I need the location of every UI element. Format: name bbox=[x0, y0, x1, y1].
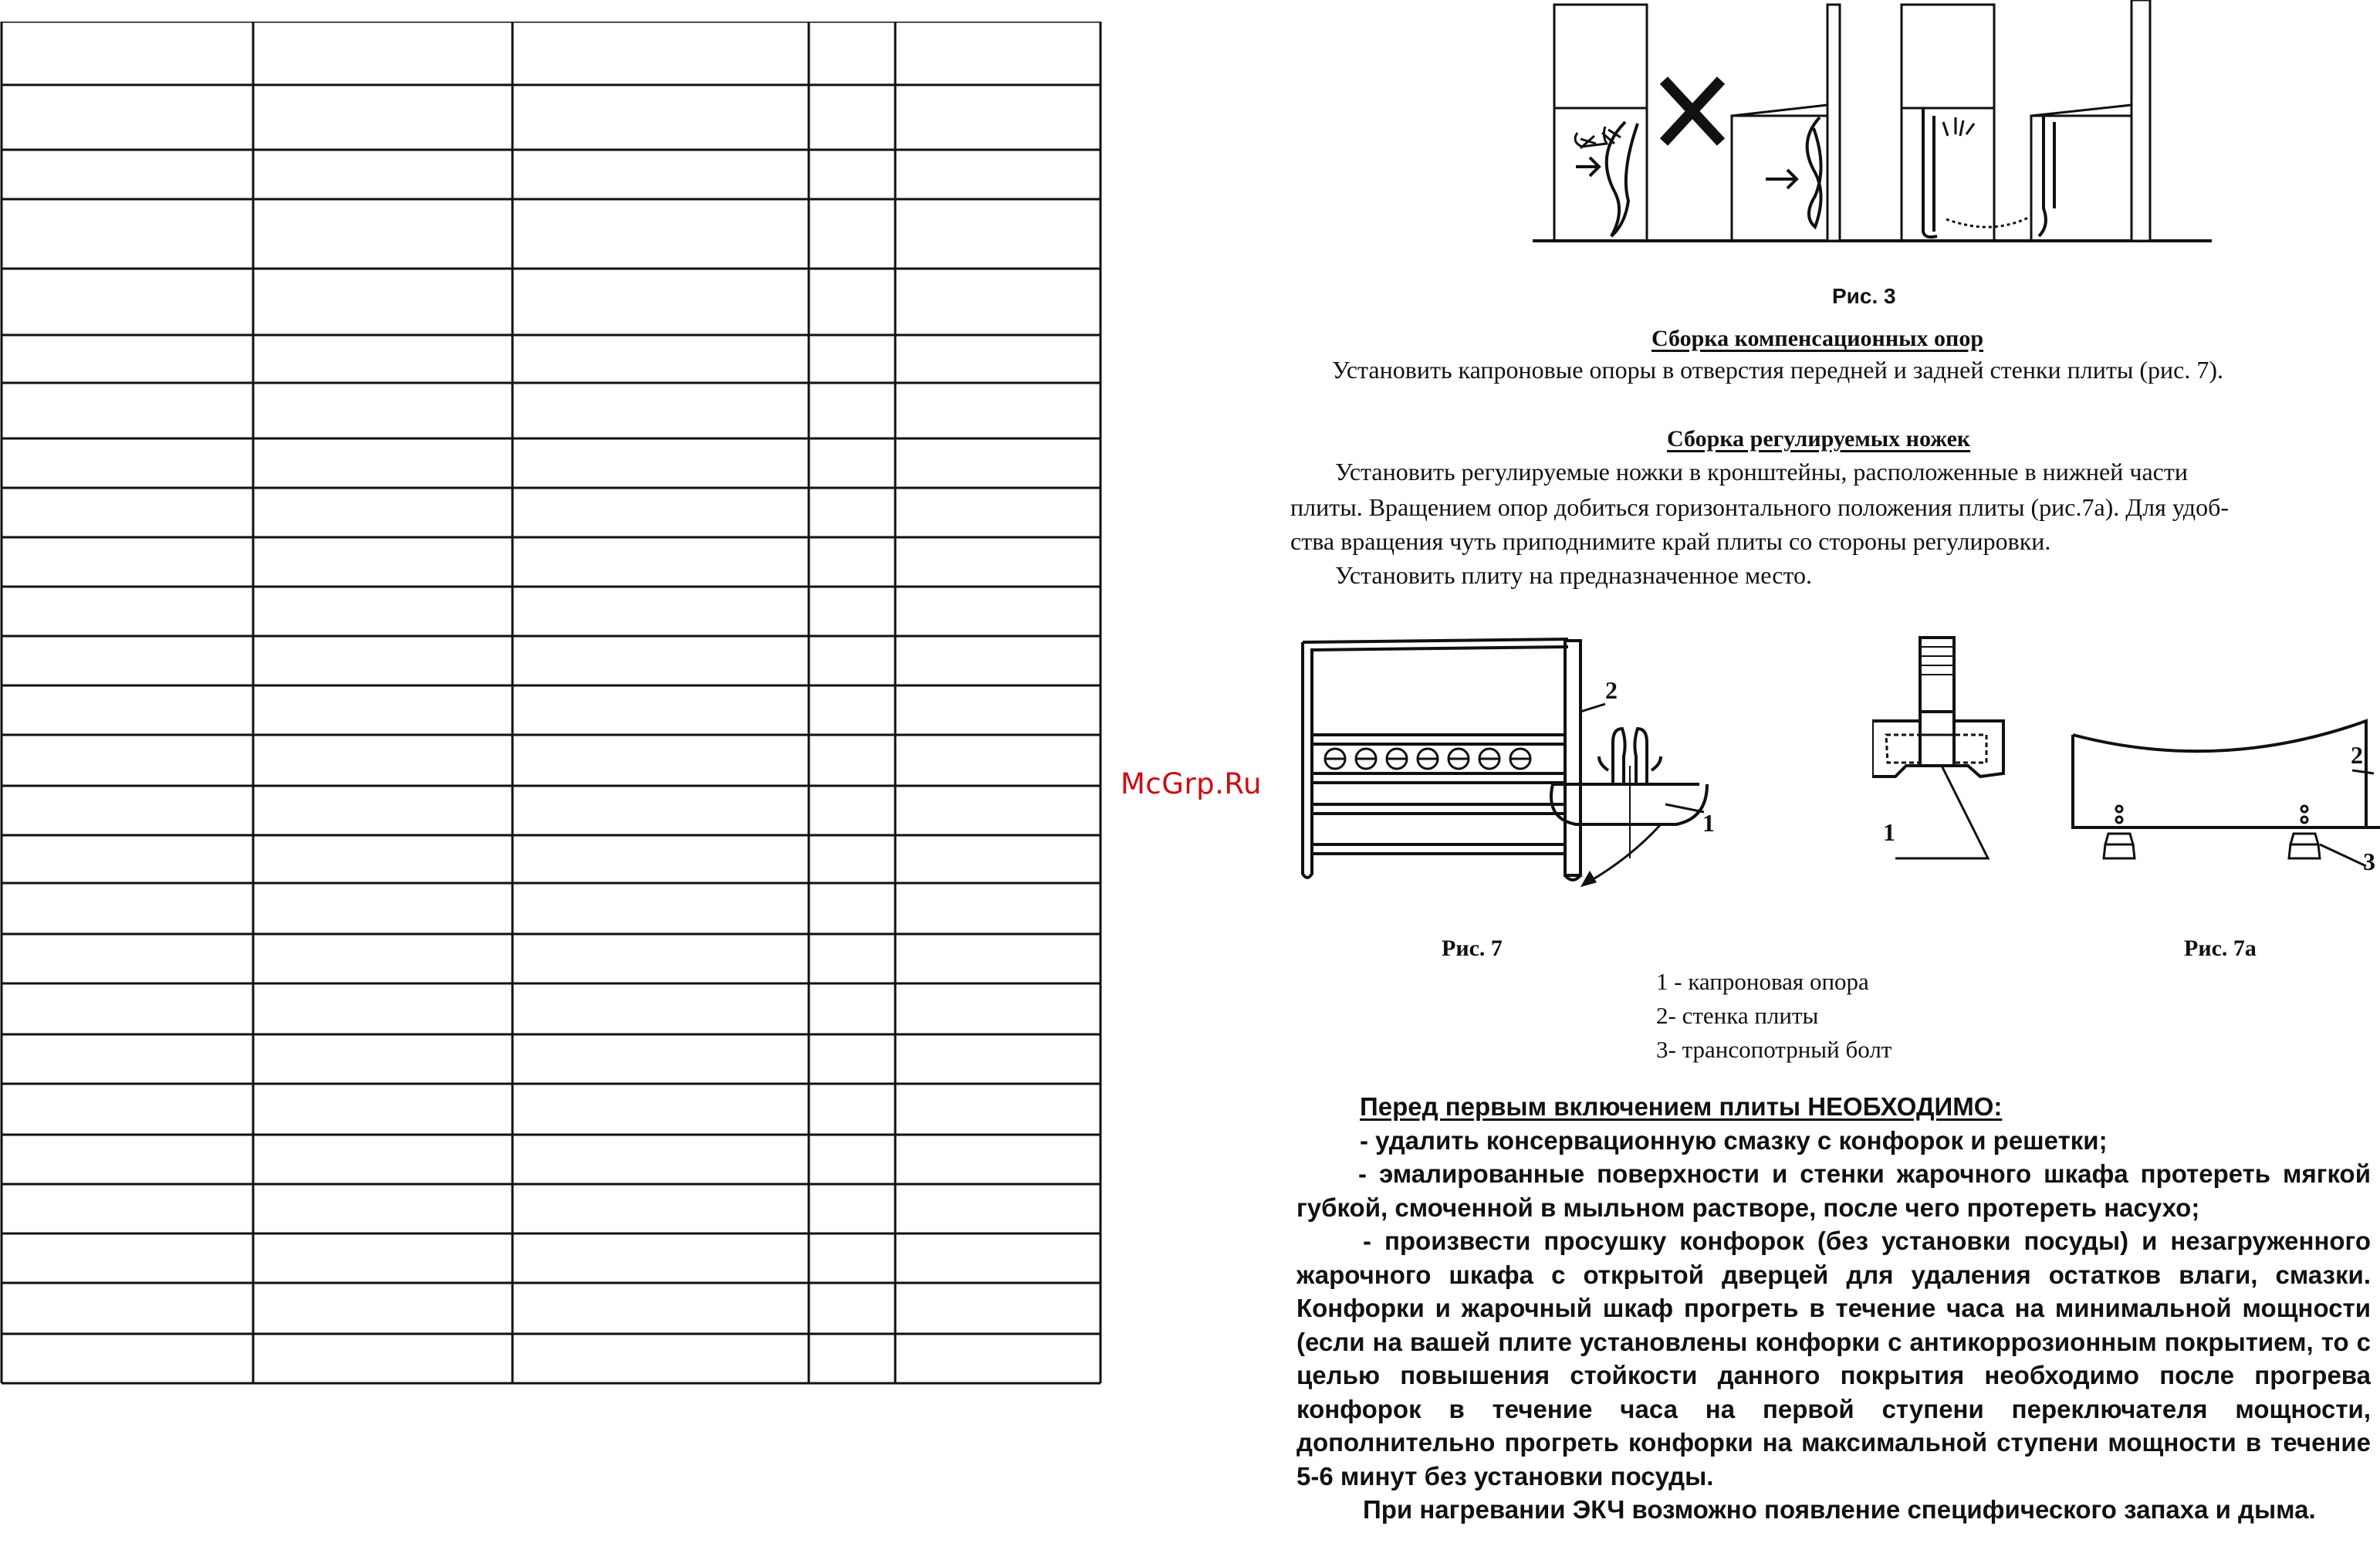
first-use-item-1: - удалить консервационную смазку с конфорок и решетки; bbox=[1360, 1125, 2108, 1155]
legs-line-2: плиты. Вращением опор добиться горизонтального положения плиты (рис.7а). Для удоб- bbox=[1290, 493, 2230, 521]
first-use-title: Перед первым включением плиты НЕОБХОДИМО: bbox=[1360, 1092, 2003, 1121]
figure-7a-label-2: 2 bbox=[2351, 741, 2363, 769]
figure-7a-label-1: 1 bbox=[1883, 818, 1895, 846]
figure-7a-drawing bbox=[1872, 619, 2380, 905]
figure-7-label-2: 2 bbox=[1605, 676, 1618, 704]
figure-7-caption: Рис. 7 bbox=[1442, 936, 1503, 961]
figure-7a-caption: Рис. 7а bbox=[2184, 936, 2257, 961]
figure-legend bbox=[1656, 965, 1891, 1067]
watermark: McGrp.Ru bbox=[1121, 767, 1262, 800]
legs-line-1: Установить регулируемые ножки в кронштейны, расположенные в нижней части bbox=[1335, 458, 2188, 486]
figure-7-label-1: 1 bbox=[1702, 809, 1715, 837]
figure-3-caption: Рис. 3 bbox=[1832, 284, 1896, 308]
legend-item-2: 2- стенка плиты bbox=[1656, 1002, 1819, 1029]
legs-heading: Сборка регулируемых ножек bbox=[1667, 426, 1971, 452]
first-use-instructions bbox=[1296, 1090, 2371, 1527]
first-use-item-3: - произвести просушку конфорок (без установки посуды) и незагруженного жарочного шкафа с открытой дверцей для удаления остатков влаги, смазки. Конфорки и жарочный шкаф прогреть в течение часа на минимальной мощности (если на вашей плите установлены конфорки с антикоррозионным покрытием, то с целью повышения стойкости данного покрытия необходимо после прогрева конфорок в течение часа на первой ступени переключателя мощности, дополнительно прогреть конфорки на максимальной ступени мощности в течение 5-6 минут без установки посуды. bbox=[1296, 1227, 2371, 1491]
first-use-item-4: При нагревании ЭКЧ возможно появление специфического запаха и дыма. bbox=[1363, 1495, 2316, 1524]
first-use-item-2: - эмалированные поверхности и стенки жарочного шкафа протереть мягкой губкой, смоченной в мыльном растворе, после чего протереть насухо; bbox=[1296, 1159, 2371, 1222]
figure-7-drawing bbox=[1290, 627, 1722, 905]
supports-text: Установить капроновые опоры в отверстия передней и задней стенки плиты (рис. 7). bbox=[1332, 356, 2223, 384]
figure-3-drawing bbox=[1533, 0, 2212, 247]
blank-table bbox=[0, 22, 1102, 1405]
supports-heading: Сборка компенсационных опор bbox=[1651, 326, 1984, 351]
figure-7a-label-3: 3 bbox=[2363, 848, 2375, 875]
legs-line-3: ства вращения чуть приподнимите край плиты со стороны регулировки. bbox=[1290, 527, 2051, 555]
legend-item-3: 3- трансопотрный болт bbox=[1656, 1036, 1892, 1063]
legend-item-1: 1 - капроновая опора bbox=[1656, 968, 1869, 995]
legs-line-4: Установить плиту на предназначенное место. bbox=[1335, 561, 1812, 589]
